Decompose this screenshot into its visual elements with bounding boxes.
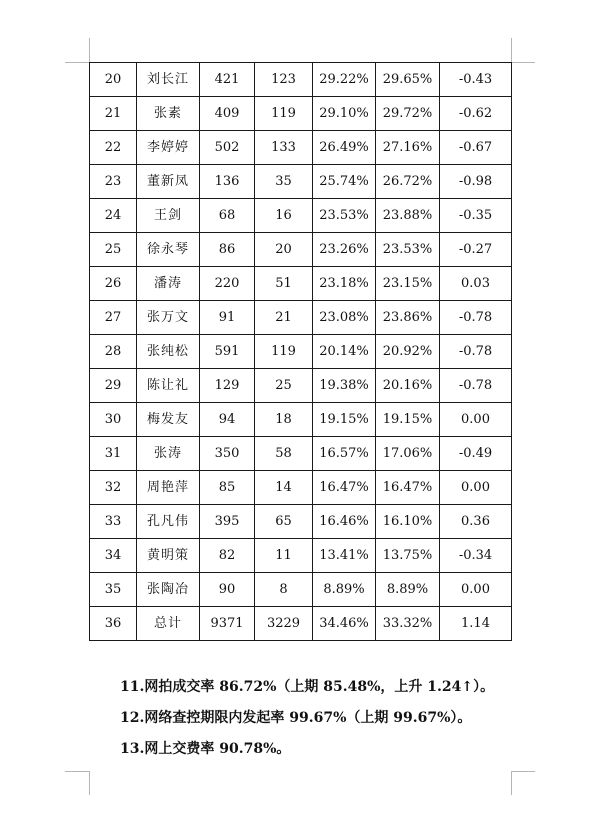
current-rate-cell: 23.08% bbox=[313, 301, 376, 335]
table-row bbox=[90, 63, 512, 97]
count-cell: 51 bbox=[255, 267, 313, 301]
name-cell: 孔凡伟 bbox=[137, 505, 200, 539]
previous-rate-cell: 20.92% bbox=[376, 335, 440, 369]
name-cell: 张素 bbox=[137, 97, 200, 131]
total-cell: 91 bbox=[200, 301, 255, 335]
total-cell: 85 bbox=[200, 471, 255, 505]
total-cell: 86 bbox=[200, 233, 255, 267]
total-cell: 129 bbox=[200, 369, 255, 403]
total-cell: 82 bbox=[200, 539, 255, 573]
count-cell: 14 bbox=[255, 471, 313, 505]
crop-mark-top-left-v bbox=[89, 38, 90, 62]
table-row bbox=[90, 505, 512, 539]
count-cell: 65 bbox=[255, 505, 313, 539]
table-row bbox=[90, 607, 512, 641]
note-online-auction-rate: 11.网拍成交率 86.72%（上期 85.48%，上升 1.24↑）。 bbox=[120, 679, 495, 695]
name-cell: 陈让礼 bbox=[137, 369, 200, 403]
table-row bbox=[90, 573, 512, 607]
current-rate-cell: 16.47% bbox=[313, 471, 376, 505]
current-rate-cell: 23.53% bbox=[313, 199, 376, 233]
change-cell: -0.35 bbox=[440, 199, 512, 233]
count-cell: 25 bbox=[255, 369, 313, 403]
name-cell: 王剑 bbox=[137, 199, 200, 233]
previous-rate-cell: 29.65% bbox=[376, 63, 440, 97]
rank-cell: 25 bbox=[90, 233, 137, 267]
rank-cell: 21 bbox=[90, 97, 137, 131]
change-cell: -0.43 bbox=[440, 63, 512, 97]
previous-rate-cell: 8.89% bbox=[376, 573, 440, 607]
current-rate-cell: 19.38% bbox=[313, 369, 376, 403]
previous-rate-cell: 23.88% bbox=[376, 199, 440, 233]
total-cell: 502 bbox=[200, 131, 255, 165]
table-row bbox=[90, 233, 512, 267]
change-cell: 1.14 bbox=[440, 607, 512, 641]
rank-cell: 27 bbox=[90, 301, 137, 335]
count-cell: 11 bbox=[255, 539, 313, 573]
previous-rate-cell: 17.06% bbox=[376, 437, 440, 471]
table-row bbox=[90, 335, 512, 369]
current-rate-cell: 34.46% bbox=[313, 607, 376, 641]
previous-rate-cell: 23.86% bbox=[376, 301, 440, 335]
table-row bbox=[90, 437, 512, 471]
name-cell: 李婷婷 bbox=[137, 131, 200, 165]
previous-rate-cell: 23.15% bbox=[376, 267, 440, 301]
current-rate-cell: 29.22% bbox=[313, 63, 376, 97]
change-cell: -0.49 bbox=[440, 437, 512, 471]
table-row bbox=[90, 165, 512, 199]
rank-cell: 36 bbox=[90, 607, 137, 641]
current-rate-cell: 13.41% bbox=[313, 539, 376, 573]
name-cell: 黄明策 bbox=[137, 539, 200, 573]
crop-mark-bottom-left-h bbox=[65, 771, 89, 772]
change-cell: -0.78 bbox=[440, 301, 512, 335]
change-cell: -0.67 bbox=[440, 131, 512, 165]
note-network-inquiry-rate: 12.网络查控期限内发起率 99.67%（上期 99.67%）。 bbox=[120, 710, 472, 726]
notes-section bbox=[120, 672, 520, 765]
name-cell: 张涛 bbox=[137, 437, 200, 471]
rank-cell: 33 bbox=[90, 505, 137, 539]
total-cell: 350 bbox=[200, 437, 255, 471]
previous-rate-cell: 20.16% bbox=[376, 369, 440, 403]
crop-mark-bottom-left-v bbox=[89, 771, 90, 795]
count-cell: 119 bbox=[255, 97, 313, 131]
table-row bbox=[90, 199, 512, 233]
previous-rate-cell: 26.72% bbox=[376, 165, 440, 199]
change-cell: 0.00 bbox=[440, 471, 512, 505]
total-cell: 395 bbox=[200, 505, 255, 539]
total-cell: 94 bbox=[200, 403, 255, 437]
rank-cell: 28 bbox=[90, 335, 137, 369]
name-cell: 张万文 bbox=[137, 301, 200, 335]
current-rate-cell: 8.89% bbox=[313, 573, 376, 607]
name-cell: 刘长江 bbox=[137, 63, 200, 97]
change-cell: -0.27 bbox=[440, 233, 512, 267]
table-body bbox=[90, 63, 512, 641]
note-online-payment-rate: 13.网上交费率 90.78%。 bbox=[120, 741, 291, 757]
total-cell: 409 bbox=[200, 97, 255, 131]
crop-mark-top-right-h bbox=[511, 62, 535, 63]
change-cell: 0.03 bbox=[440, 267, 512, 301]
count-cell: 123 bbox=[255, 63, 313, 97]
crop-mark-top-right-v bbox=[511, 38, 512, 62]
count-cell: 3229 bbox=[255, 607, 313, 641]
table-row bbox=[90, 97, 512, 131]
count-cell: 58 bbox=[255, 437, 313, 471]
table-row bbox=[90, 301, 512, 335]
change-cell: 0.00 bbox=[440, 573, 512, 607]
name-cell: 董新凤 bbox=[137, 165, 200, 199]
change-cell: -0.62 bbox=[440, 97, 512, 131]
rank-cell: 22 bbox=[90, 131, 137, 165]
crop-mark-bottom-right-h bbox=[511, 771, 535, 772]
count-cell: 20 bbox=[255, 233, 313, 267]
crop-mark-bottom-right-v bbox=[511, 771, 512, 795]
total-cell: 220 bbox=[200, 267, 255, 301]
change-cell: -0.78 bbox=[440, 335, 512, 369]
change-cell: -0.34 bbox=[440, 539, 512, 573]
table-row bbox=[90, 267, 512, 301]
table-row bbox=[90, 403, 512, 437]
rank-cell: 30 bbox=[90, 403, 137, 437]
current-rate-cell: 29.10% bbox=[313, 97, 376, 131]
previous-rate-cell: 16.47% bbox=[376, 471, 440, 505]
previous-rate-cell: 16.10% bbox=[376, 505, 440, 539]
count-cell: 133 bbox=[255, 131, 313, 165]
change-cell: -0.98 bbox=[440, 165, 512, 199]
total-cell: 68 bbox=[200, 199, 255, 233]
current-rate-cell: 16.57% bbox=[313, 437, 376, 471]
change-cell: 0.00 bbox=[440, 403, 512, 437]
previous-rate-cell: 19.15% bbox=[376, 403, 440, 437]
table-row bbox=[90, 539, 512, 573]
total-cell: 591 bbox=[200, 335, 255, 369]
crop-mark-top-left-h bbox=[65, 62, 89, 63]
change-cell: 0.36 bbox=[440, 505, 512, 539]
total-cell: 9371 bbox=[200, 607, 255, 641]
rank-cell: 24 bbox=[90, 199, 137, 233]
previous-rate-cell: 33.32% bbox=[376, 607, 440, 641]
name-cell: 潘涛 bbox=[137, 267, 200, 301]
table-row bbox=[90, 471, 512, 505]
current-rate-cell: 25.74% bbox=[313, 165, 376, 199]
rank-cell: 29 bbox=[90, 369, 137, 403]
count-cell: 35 bbox=[255, 165, 313, 199]
count-cell: 16 bbox=[255, 199, 313, 233]
name-cell: 张纯松 bbox=[137, 335, 200, 369]
current-rate-cell: 19.15% bbox=[313, 403, 376, 437]
count-cell: 18 bbox=[255, 403, 313, 437]
change-cell: -0.78 bbox=[440, 369, 512, 403]
previous-rate-cell: 27.16% bbox=[376, 131, 440, 165]
current-rate-cell: 23.26% bbox=[313, 233, 376, 267]
total-cell: 90 bbox=[200, 573, 255, 607]
previous-rate-cell: 23.53% bbox=[376, 233, 440, 267]
rank-cell: 26 bbox=[90, 267, 137, 301]
current-rate-cell: 20.14% bbox=[313, 335, 376, 369]
total-cell: 421 bbox=[200, 63, 255, 97]
rank-cell: 23 bbox=[90, 165, 137, 199]
current-rate-cell: 16.46% bbox=[313, 505, 376, 539]
rank-cell: 31 bbox=[90, 437, 137, 471]
previous-rate-cell: 29.72% bbox=[376, 97, 440, 131]
rank-cell: 32 bbox=[90, 471, 137, 505]
current-rate-cell: 23.18% bbox=[313, 267, 376, 301]
name-cell: 张陶冶 bbox=[137, 573, 200, 607]
count-cell: 8 bbox=[255, 573, 313, 607]
statistics-table bbox=[89, 62, 512, 641]
count-cell: 119 bbox=[255, 335, 313, 369]
table-row bbox=[90, 369, 512, 403]
rank-cell: 34 bbox=[90, 539, 137, 573]
total-cell: 136 bbox=[200, 165, 255, 199]
name-cell: 周艳萍 bbox=[137, 471, 200, 505]
count-cell: 21 bbox=[255, 301, 313, 335]
name-cell: 徐永琴 bbox=[137, 233, 200, 267]
name-cell: 梅发友 bbox=[137, 403, 200, 437]
table-row bbox=[90, 131, 512, 165]
name-cell: 总计 bbox=[137, 607, 200, 641]
rank-cell: 35 bbox=[90, 573, 137, 607]
previous-rate-cell: 13.75% bbox=[376, 539, 440, 573]
rank-cell: 20 bbox=[90, 63, 137, 97]
current-rate-cell: 26.49% bbox=[313, 131, 376, 165]
